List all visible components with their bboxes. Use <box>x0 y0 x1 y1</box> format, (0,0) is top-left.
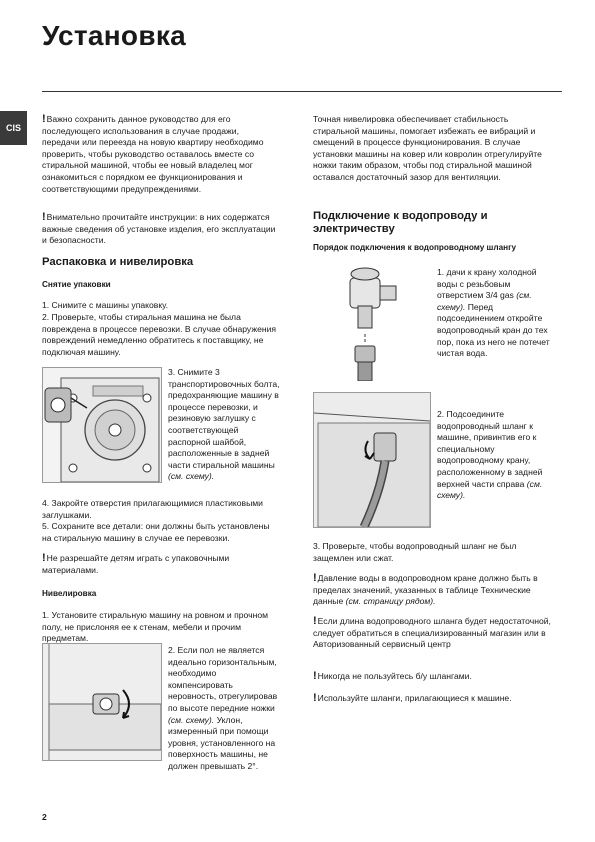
step-4-text: 4. Закройте отверстия прилагающимися пластиковыми заглушками. <box>42 498 263 520</box>
warning-supplied-hoses: !Используйте шланги, прилагающиеся к машине. <box>313 692 512 704</box>
leveling-intro-text: Точная нивелировка обеспечивает стабильность стиральной машины, помогает избежать ее вибраций и смещений в процессе функционирования. В случае установки машины на ковер или ковролин отрегулируйте ножки таким образом, чтобы под стиральной машиной оставался достаточный зазор для вентиляции. <box>313 114 542 182</box>
language-tab: CIS <box>0 111 27 145</box>
warning-read-instructions: !Внимательно прочитайте инструкции: в них содержатся важные сведения об установке изделия, его эксплуатации и безопасности. <box>42 211 276 246</box>
connection-step-1: 1. дачи к крану холодной воды с резьбовым отверстием 3/4 gas (см. схему). Перед подсоединением откройте водопроводный кран до тех пор, пока из него не потечет чистая вода. <box>437 267 550 359</box>
transport-bolts-figure <box>42 367 162 483</box>
step-3-text: 3. Снимите 3 транспортировочных болта, предохраняющие машину в процессе перевозки, и резиновую заглушку с соответствующей распорной шайбой, расположенные в задней части стиральной машины (см. схему). <box>168 367 280 482</box>
subheading-hose-order: Порядок подключения к водопроводному шлангу <box>313 243 517 252</box>
tap-drawing <box>314 266 430 381</box>
warning-hose-length: !Если длина водопроводного шланга будет недостаточной, следует обратиться в специализированный магазин или в Авторизованный сервисный центр <box>313 615 551 650</box>
title-divider <box>42 91 562 92</box>
warning-icon: ! <box>42 211 46 223</box>
section-heading-connection: Подключение к водопроводу и электричеству <box>313 210 488 235</box>
hose-drawing <box>314 393 430 527</box>
subheading-remove-packaging: Снятие упаковки <box>42 280 111 289</box>
water-tap-figure <box>313 265 431 382</box>
step-1-text: 1. Снимите с машины упаковку. <box>42 300 169 310</box>
warning-icon: ! <box>313 572 317 584</box>
washer-rear-drawing <box>43 368 161 482</box>
page-title: Установка <box>42 20 187 51</box>
page-number: 2 <box>42 812 47 822</box>
section-heading-unpacking: Распаковка и нивелировка <box>42 256 194 268</box>
adjustable-foot-drawing <box>43 644 161 760</box>
step-2-text: 2. Проверьте, чтобы стиральная машина не была повреждена в процессе перевозки. В случае обнаружения повреждений немедленно обратитесь к поставщику, не подключая машину. <box>42 312 277 357</box>
warning-keep-manual: !Важно сохранить данное руководство для его последующего использования в случае продажи, передачи или переезда на новую квартиру необходимо проверить, чтобы руководство оставалось вместе со стиральной машиной, чтобы ее новый владелец мог ознакомиться с порядком ее функционирования и соответствующими предупреждениями. <box>42 113 264 194</box>
warning-water-pressure: !Давление воды в водопроводном кране должно быть в пределах значений, указанных в таблице Технические данные (см. страницу рядом). <box>313 572 538 607</box>
leveling-step-1: 1. Установите стиральную машину на ровном и прочном полу, не прислоняя ее к стенам, мебели и прочим предметам. <box>42 610 269 644</box>
warning-children: !Не разрешайте детям играть с упаковочными материалами. <box>42 552 230 575</box>
warning-icon: ! <box>42 552 46 564</box>
connection-step-3: 3. Проверьте, чтобы водопроводный шланг не был защемлен или сжат. <box>313 541 517 563</box>
warning-icon: ! <box>313 615 317 627</box>
warning-icon: ! <box>313 670 317 682</box>
hose-connection-figure <box>313 392 431 528</box>
warning-icon: ! <box>42 113 46 125</box>
subheading-leveling: Нивелировка <box>42 589 97 598</box>
connection-step-2: 2. Подсоедините водопроводный шланг к машине, привинтив его к специальному водопроводному крану, расположенному в задней верхней части справа (см. схему). <box>437 409 543 501</box>
step-5-text: 5. Сохраните все детали: они должны быть установлены на стиральную машину в случае ее перевозки. <box>42 521 270 543</box>
leveling-step-2: 2. Если пол не является идеально горизонтальным, необходимо компенсировать неровность, отрегулировав по высоте передние ножки (см. схему). Уклон, измеренный при помощи уровня, установленного на поверхность машины, не должен превышать 2°. <box>168 645 278 771</box>
warning-used-hoses: !Никогда не пользуйтесь б/у шлангами. <box>313 670 472 682</box>
leveling-feet-figure <box>42 643 162 761</box>
warning-icon: ! <box>313 692 317 704</box>
